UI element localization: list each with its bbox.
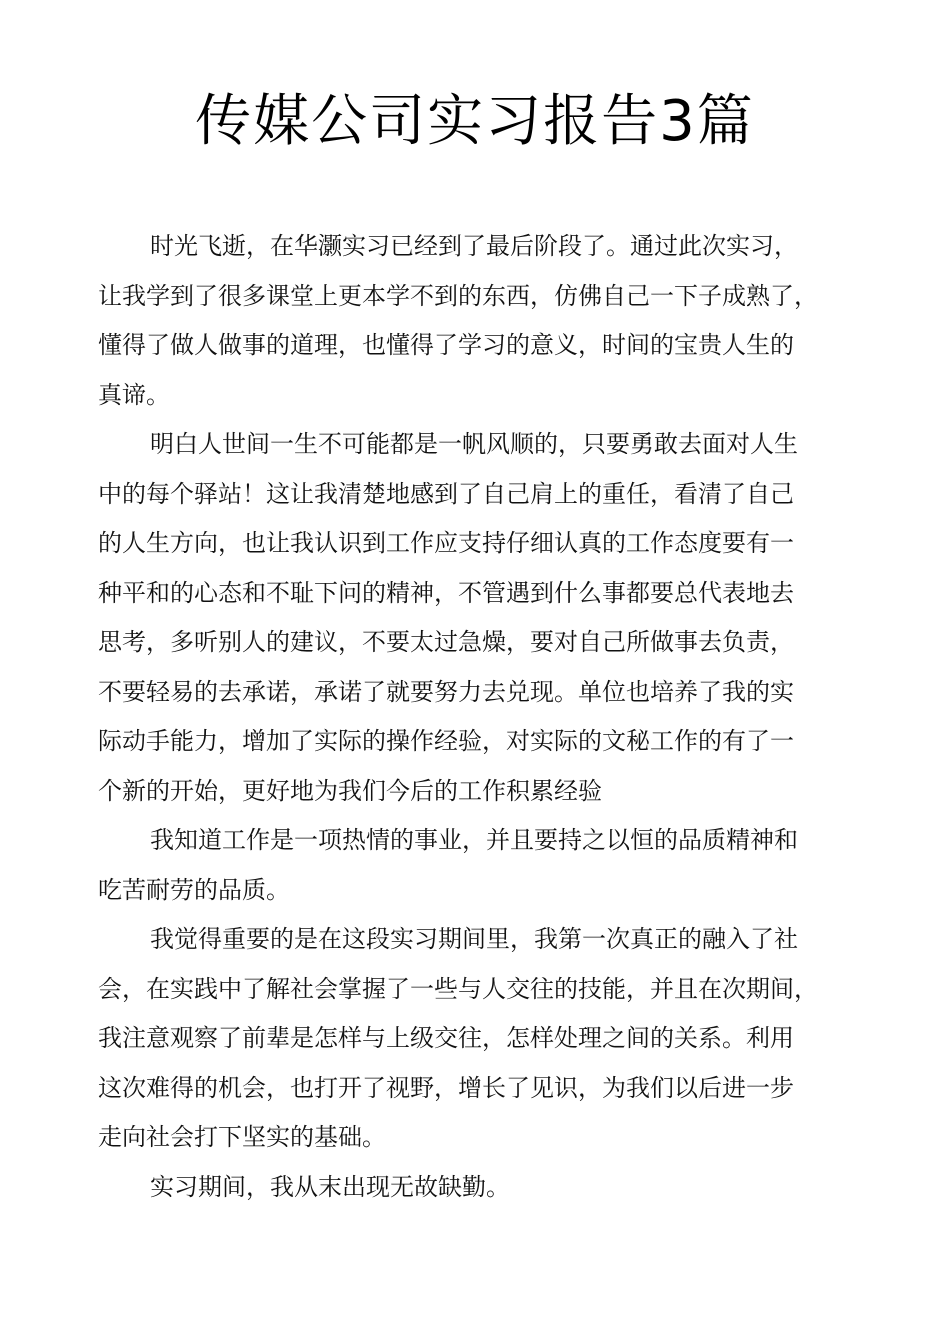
text-line: 懂得了做人做事的道理，也懂得了学习的意义，时间的宝贵人生的 <box>98 331 794 359</box>
text-line: 的人生方向，也让我认识到工作应支持仔细认真的工作态度要有一 <box>98 529 794 557</box>
document-body <box>98 222 878 1212</box>
paragraph-1 <box>98 222 878 420</box>
text-line: 让我学到了很多课堂上更本学不到的东西，仿佛自己一下子成熟了， <box>98 281 818 310</box>
paragraph-4 <box>98 915 878 1163</box>
text-line: 吃苦耐劳的品质。 <box>98 875 290 904</box>
text-line: 际动手能力，增加了实际的操作经验，对实际的文秘工作的有了一 <box>98 727 794 755</box>
text-line: 不要轻易的去承诺，承诺了就要努力去兑现。单位也培养了我的实 <box>98 677 794 706</box>
text-line: 我注意观察了前辈是怎样与上级交往，怎样处理之间的关系。利用 <box>98 1024 794 1052</box>
text-line: 真谛。 <box>98 380 170 409</box>
document-title: 传媒公司实习报告3篇 <box>195 89 755 154</box>
text-line: 会，在实践中了解社会掌握了一些与人交往的技能，并且在次期间， <box>98 974 818 1003</box>
text-line: 我知道工作是一项热情的事业，并且要持之以恒的品质精神和 <box>150 826 798 854</box>
paragraph-3 <box>98 816 878 915</box>
text-line: 明白人世间一生不可能都是一帆风顺的，只要勇敢去面对人生 <box>150 430 798 458</box>
text-line: 种平和的心态和不耻下问的精神，不管遇到什么事都要总代表地去 <box>98 578 794 607</box>
text-line: 思考，多听别人的建议，不要太过急燥，要对自己所做事去负责， <box>98 628 794 656</box>
text-line: 走向社会打下坚实的基础。 <box>98 1123 386 1151</box>
paragraph-2 <box>98 420 878 816</box>
text-line: 我觉得重要的是在这段实习期间里，我第一次真正的融入了社 <box>150 925 798 953</box>
text-line: 时光飞逝，在华灏实习已经到了最后阶段了。通过此次实习， <box>150 232 798 260</box>
text-line: 个新的开始，更好地为我们今后的工作积累经验 <box>98 776 602 805</box>
text-line: 实习期间，我从末出现无故缺勤。 <box>150 1172 510 1201</box>
paragraph-5 <box>98 1163 878 1213</box>
text-line: 这次难得的机会，也打开了视野，增长了见识，为我们以后进一步 <box>98 1073 794 1102</box>
text-line: 中的每个驿站！这让我清楚地感到了自己肩上的重任，看清了自己 <box>98 479 794 508</box>
